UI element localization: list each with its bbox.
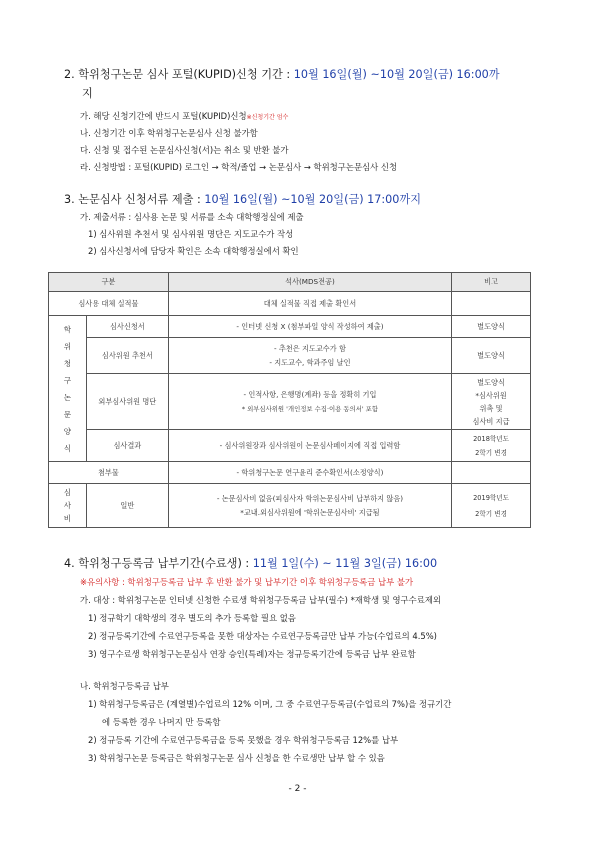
section4-heading [64,556,437,571]
content-line: - 논문심사비 없음(피심사자 학위논문심사비 납부하지 않음) [216,493,404,503]
section4-item-ga: 가. 대상 : 학위청구논문 인터넷 신청한 수료생 학위청구등록금 납부(필수) *재학생 및 영구수료제외 [80,595,442,605]
table-row [49,316,531,338]
group1-char: 구 [63,375,72,385]
section4-item-ga-1: 1) 정규학기 대학생의 경우 별도의 추가 등록할 필요 없음 [88,613,296,623]
section2-period-cont: 지 [82,87,93,100]
table-cell-cheombu-note [452,462,531,484]
section2-number: 2. [64,68,75,81]
table-cell-label: 심사신청서 [86,316,168,338]
section4-item-ga-2: 2) 정규등록기간에 수료연구등록을 못한 대상자는 수료연구등록금만 납부 가능(수업료의 4.5%) [88,631,437,641]
section3-number: 3. [64,193,75,206]
note-line: 2학기 변경 [475,448,507,457]
group1-char: 학 [63,324,72,334]
table-row-fee [49,484,531,528]
table-cell-content [168,484,451,528]
content-line: - 추천은 지도교수가 함 [273,343,346,353]
section2-item-da: 다. 신청 및 접수된 논문심사신청(서)는 취소 및 반환 불가 [80,145,289,155]
section4-number: 4. [64,557,75,570]
group1-char: 양 [63,426,72,436]
table-header-note: 비고 [452,273,531,292]
section4-warning: ※유의사항 : 학위청구등록금 납부 후 반환 불가 및 납부기간 이후 학위청구등록금 납부 불가 [80,577,414,587]
group1-char: 논 [63,392,72,402]
section3-item-2: 2) 심사신청서에 담당자 확인은 소속 대학행정실에서 확인 [88,246,299,256]
table-cell-label: 일반 [86,484,168,528]
table-cell-content: - 심사위원장과 심사위원이 논문심사페이지에 직접 입력함 [168,430,451,462]
table-header-masters: 석사(MDS전공) [168,273,451,292]
note-line: 2학기 변경 [475,509,507,518]
section4-item-na-1-cont: 에 등록한 경우 나머지 만 등록함 [102,717,221,727]
group1-char: 청 [63,358,72,368]
note-line: 위촉 및 [479,403,503,413]
note-line: 2018학년도 [473,434,509,443]
table-row [49,338,531,374]
table-cell-label: 외부심사위원 명단 [86,374,168,430]
table-cell-content [168,374,451,430]
content-line: - 지도교수, 학과주임 날인 [269,357,351,367]
table-cell-cheombu-content: - 학위청구논문 연구윤리 준수확인서(소정양식) [168,462,451,484]
section2-item-ga [80,110,288,124]
section4-item-na-3: 3) 학위청구논문 등록금은 학위청구논문 심사 신청을 한 수료생만 납부 할 수 있음 [88,753,385,763]
section2-heading [64,67,500,82]
section2-item-ga-note: ※신청기간 엄수 [246,114,289,121]
table-row-cheombu [49,462,531,484]
table-cell-daechae-label: 심사용 대체 실적물 [49,292,169,316]
section2-title: 학위청구논문 심사 포털(KUPID)신청 기간 : [78,68,294,81]
group1-char: 식 [63,443,72,453]
content-line: *교내.외심사위원에 '학위논문심사비' 지급됨 [240,507,380,517]
section4-period: 11월 1일(수) ~ 11월 3일(금) 16:00 [252,557,438,570]
table-cell-content: - 인터넷 신청 X (첨부파일 양식 작성하여 제출) [168,316,451,338]
section2-item-ga-label: 가. 해당 신청기간에 반드시 포털(KUPID)신청 [80,111,247,121]
section2-period: 10월 16일(월) ~10월 20일(금) 16:00까 [293,68,500,81]
group2-char: 사 [63,501,72,510]
group2-char: 비 [63,514,72,523]
group2-char: 심 [63,488,72,497]
table-header-row [49,273,531,292]
table-row-daechae [49,292,531,316]
note-line: *심사위원 [475,390,507,400]
table-header-category: 구분 [49,273,169,292]
section2-item-ra: 라. 신청방법 : 포털(KUPID) 로그인 → 학적/졸업 → 논문심사 → 학위청구논문심사 신청 [80,162,398,172]
section4-item-na-1: 1) 학위청구등록금은 (계열별)수업료의 12% 이며, 그 중 수료연구등록금(수업료의 7%)을 정규기간 [88,699,452,709]
table-cell-label: 심사위원 추천서 [86,338,168,374]
section3-title: 논문심사 신청서류 제출 : [78,193,205,206]
note-line: 별도양식 [477,377,505,387]
group1-char: 문 [63,409,72,419]
page-number: - 2 - [288,784,307,794]
table-group1-label [49,316,87,462]
content-line: - 인적사항, 은행명(계좌) 등을 정확히 기입 [243,389,377,399]
note-line: 심사비 지급 [472,416,510,426]
table-cell-note [452,484,531,528]
section3-period: 10월 16일(월) ~10월 20일(금) 17:00까지 [204,193,422,206]
section4-item-na-2: 2) 정규등록 기간에 수료연구등록금을 등록 못했을 경우 학위청구등록금 12%를 납부 [88,735,399,745]
table-cell-daechae-note [452,292,531,316]
table-row [49,430,531,462]
table-cell-note: 별도양식 [452,316,531,338]
section4-item-na: 나. 학위청구등록금 납부 [80,681,169,691]
table-cell-content [168,338,451,374]
table-cell-note: 별도양식 [452,338,531,374]
table-cell-note [452,430,531,462]
table-cell-label: 심사결과 [86,430,168,462]
table-cell-cheombu-label: 첨부물 [49,462,169,484]
table-cell-note [452,374,531,430]
section3-item-ga: 가. 제출서류 : 심사용 논문 및 서류를 소속 대학행정실에 제출 [80,212,304,222]
section4-title: 학위청구등록금 납부기간(수료생) : [78,557,253,570]
table-cell-daechae-content: 대체 실적물 직접 제출 확인서 [168,292,451,316]
group1-char: 위 [63,341,72,351]
section4-item-ga-3: 3) 영구수료생 학위청구논문심사 연장 승인(특례)자는 정규등록기간에 등록금 납부 완료함 [88,649,416,659]
section3-heading [64,192,421,207]
table-group2-label [49,484,87,528]
section3-item-1: 1) 심사위원 추천서 및 심사위원 명단은 지도교수가 작성 [88,229,294,239]
section2-item-na: 나. 신청기간 이후 학위청구논문심사 신청 불가함 [80,128,258,138]
requirements-table [48,272,531,528]
content-line: * 외부심사위원 '개인정보 수집·이용 동의서' 포함 [241,404,379,413]
note-line: 2019학년도 [473,493,509,502]
table-row [49,374,531,430]
